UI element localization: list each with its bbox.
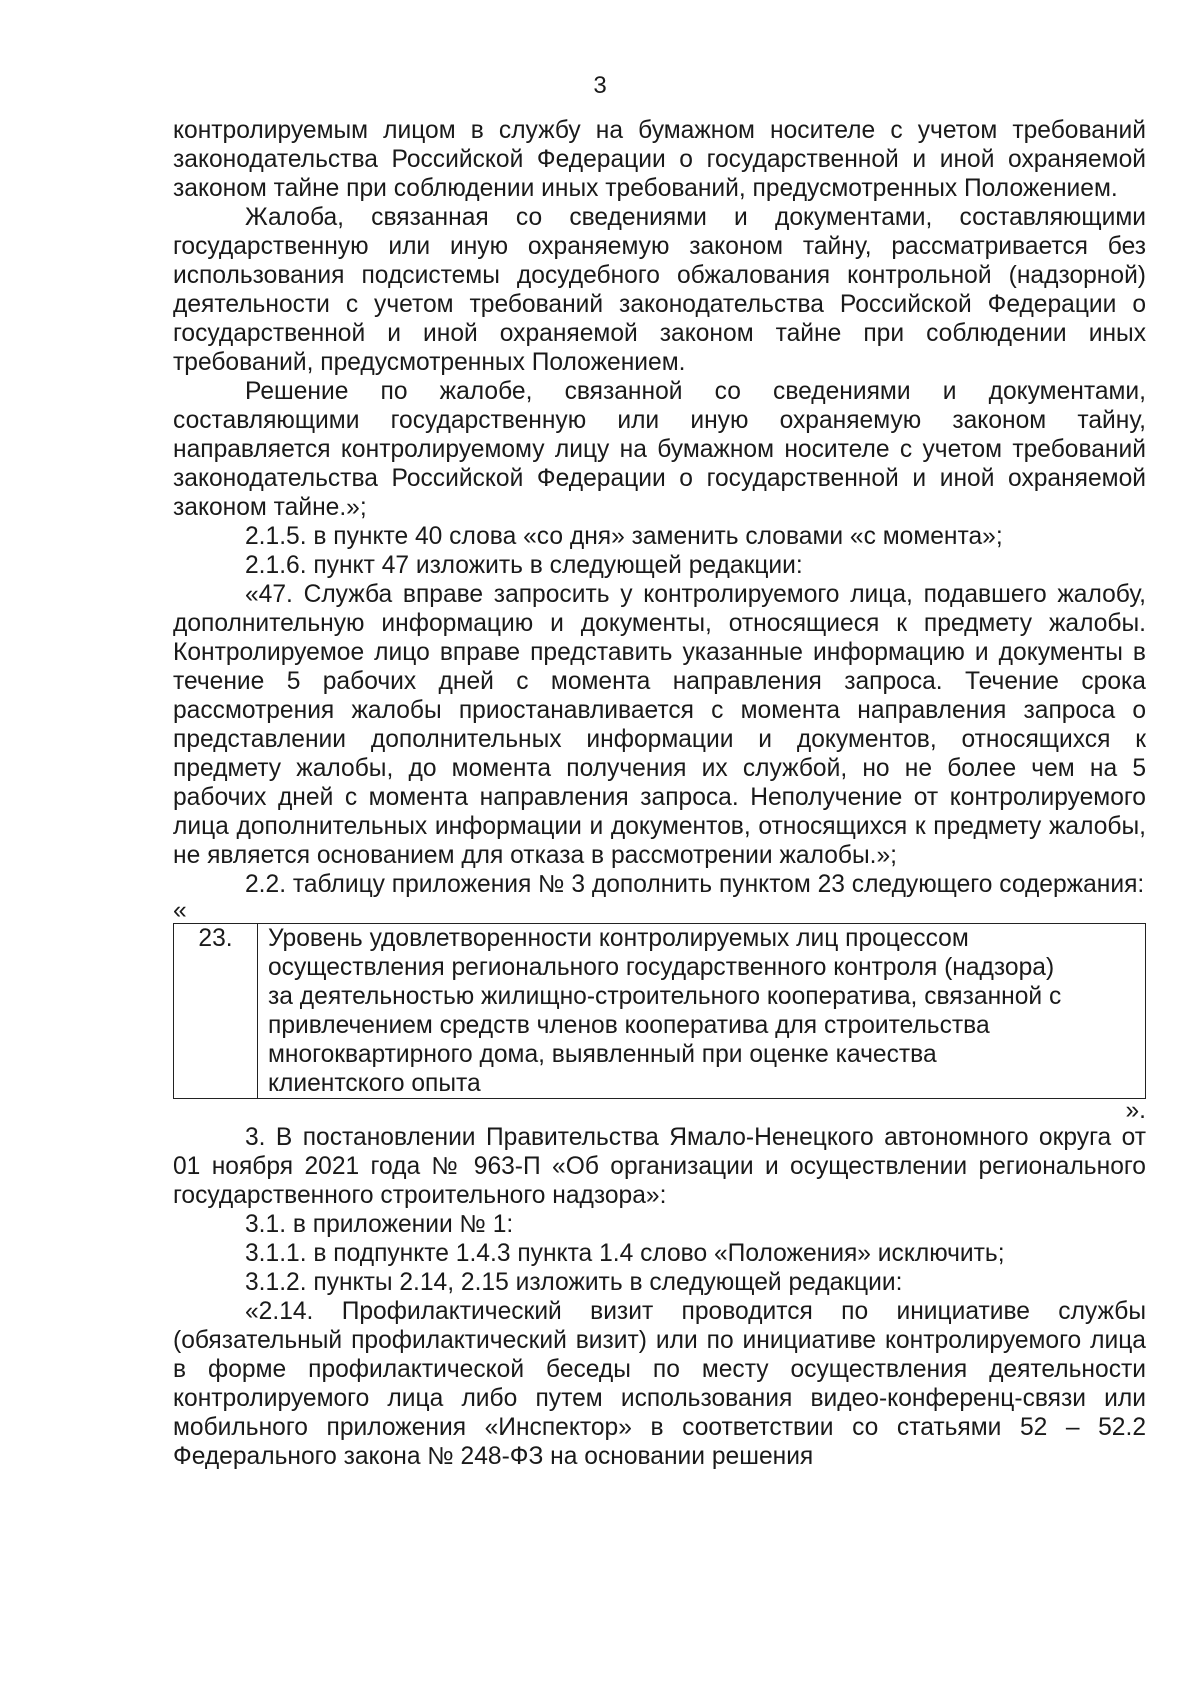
table-cell-number: 23. <box>174 924 258 1099</box>
document-body <box>173 116 1146 1471</box>
table-text-line: Уровень удовлетворенности контролируемых лиц процессом <box>268 925 969 952</box>
inserted-table <box>173 923 1146 1099</box>
table-text-line: привлечением средств членов кооператива для строительства <box>268 1012 990 1039</box>
table-text-line: клиентского опыта <box>268 1070 481 1097</box>
paragraph-2-1-5: 2.1.5. в пункте 40 слова «со дня» заменить словами «с момента»; <box>245 523 1003 550</box>
paragraph-2-14: «2.14. Профилактический визит проводится по инициативе службы (обязательный профилактический визит) или по инициативе контролируемого лица в форме профилактической беседы по месту осуществления деятельности контролируемого лица либо путем использования видео-конференц-связи или мобильного приложения «Инспектор» в соответствии со статьями 52 – 52.2 Федерального закона № 248-ФЗ на основании решения <box>173 1298 1146 1470</box>
table-cell-text <box>258 924 1146 1099</box>
page-number: 3 <box>593 72 607 99</box>
table-text-line: многоквартирного дома, выявленный при оценке качества <box>268 1041 937 1068</box>
paragraph-point-47: «47. Служба вправе запросить у контролируемого лица, подавшего жалобу, дополнительную информацию и документы, относящиеся к предмету жалобы. Контролируемое лицо вправе представить указанные информацию и документы в течение 5 рабочих дней с момента направления запроса. Течение срока рассмотрения жалобы приостанавливается с момента направления запроса о представлении дополнительных информации и документов, относящихся к предмету жалобы, до момента получения их службой, но не более чем на 5 рабочих дней с момента направления запроса. Неполучение от контролируемого лица дополнительных информации и документов, относящихся к предмету жалобы, не является основанием для отказа в рассмотрении жалобы.»; <box>173 581 1146 869</box>
paragraph-3-1: 3.1. в приложении № 1: <box>245 1211 514 1238</box>
table-close-quote: ». <box>1125 1097 1146 1124</box>
table-row <box>174 924 1146 1099</box>
table-open-quote: « <box>173 897 187 924</box>
paragraph-3: 3. В постановлении Правительства Ямало-Ненецкого автономного округа от 01 ноября 2021 года № 963-П «Об организации и осуществлении регионального государственного строительного надзора»: <box>173 1124 1146 1209</box>
paragraph-complaint-secret: Жалоба, связанная со сведениями и документами, составляющими государственную или иную охраняемую законом тайну, рассматривается без использования подсистемы досудебного обжалования контрольной (надзорной) деятельности с учетом требований законодательства Российской Федерации о государственной и иной охраняемой законом тайне при соблюдении иных требований, предусмотренных Положением. <box>173 204 1146 376</box>
paragraph-complaint-decision: Решение по жалобе, связанной со сведениями и документами, составляющими государственную или иную охраняемую законом тайну, направляется контролируемому лицу на бумажном носителе с учетом требований законодательства Российской Федерации о государственной и иной охраняемой законом тайне.»; <box>173 378 1146 521</box>
table-text-line: осуществления регионального государственного контроля (надзора) <box>268 954 1055 981</box>
paragraph-2-1-6: 2.1.6. пункт 47 изложить в следующей редакции: <box>245 552 803 579</box>
paragraph-2-2: 2.2. таблицу приложения № 3 дополнить пунктом 23 следующего содержания: <box>245 871 1145 898</box>
paragraph-3-1-1: 3.1.1. в подпункте 1.4.3 пункта 1.4 слово «Положения» исключить; <box>245 1240 1005 1267</box>
paragraph-continuation: контролируемым лицом в службу на бумажном носителе с учетом требований законодательства Российской Федерации о государственной и иной охраняемой законом тайне при соблюдении иных требований, предусмотренных Положением. <box>173 117 1146 202</box>
paragraph-3-1-2: 3.1.2. пункты 2.14, 2.15 изложить в следующей редакции: <box>245 1269 903 1296</box>
table-text-line: за деятельностью жилищно-строительного кооператива, связанной с <box>268 983 1062 1010</box>
